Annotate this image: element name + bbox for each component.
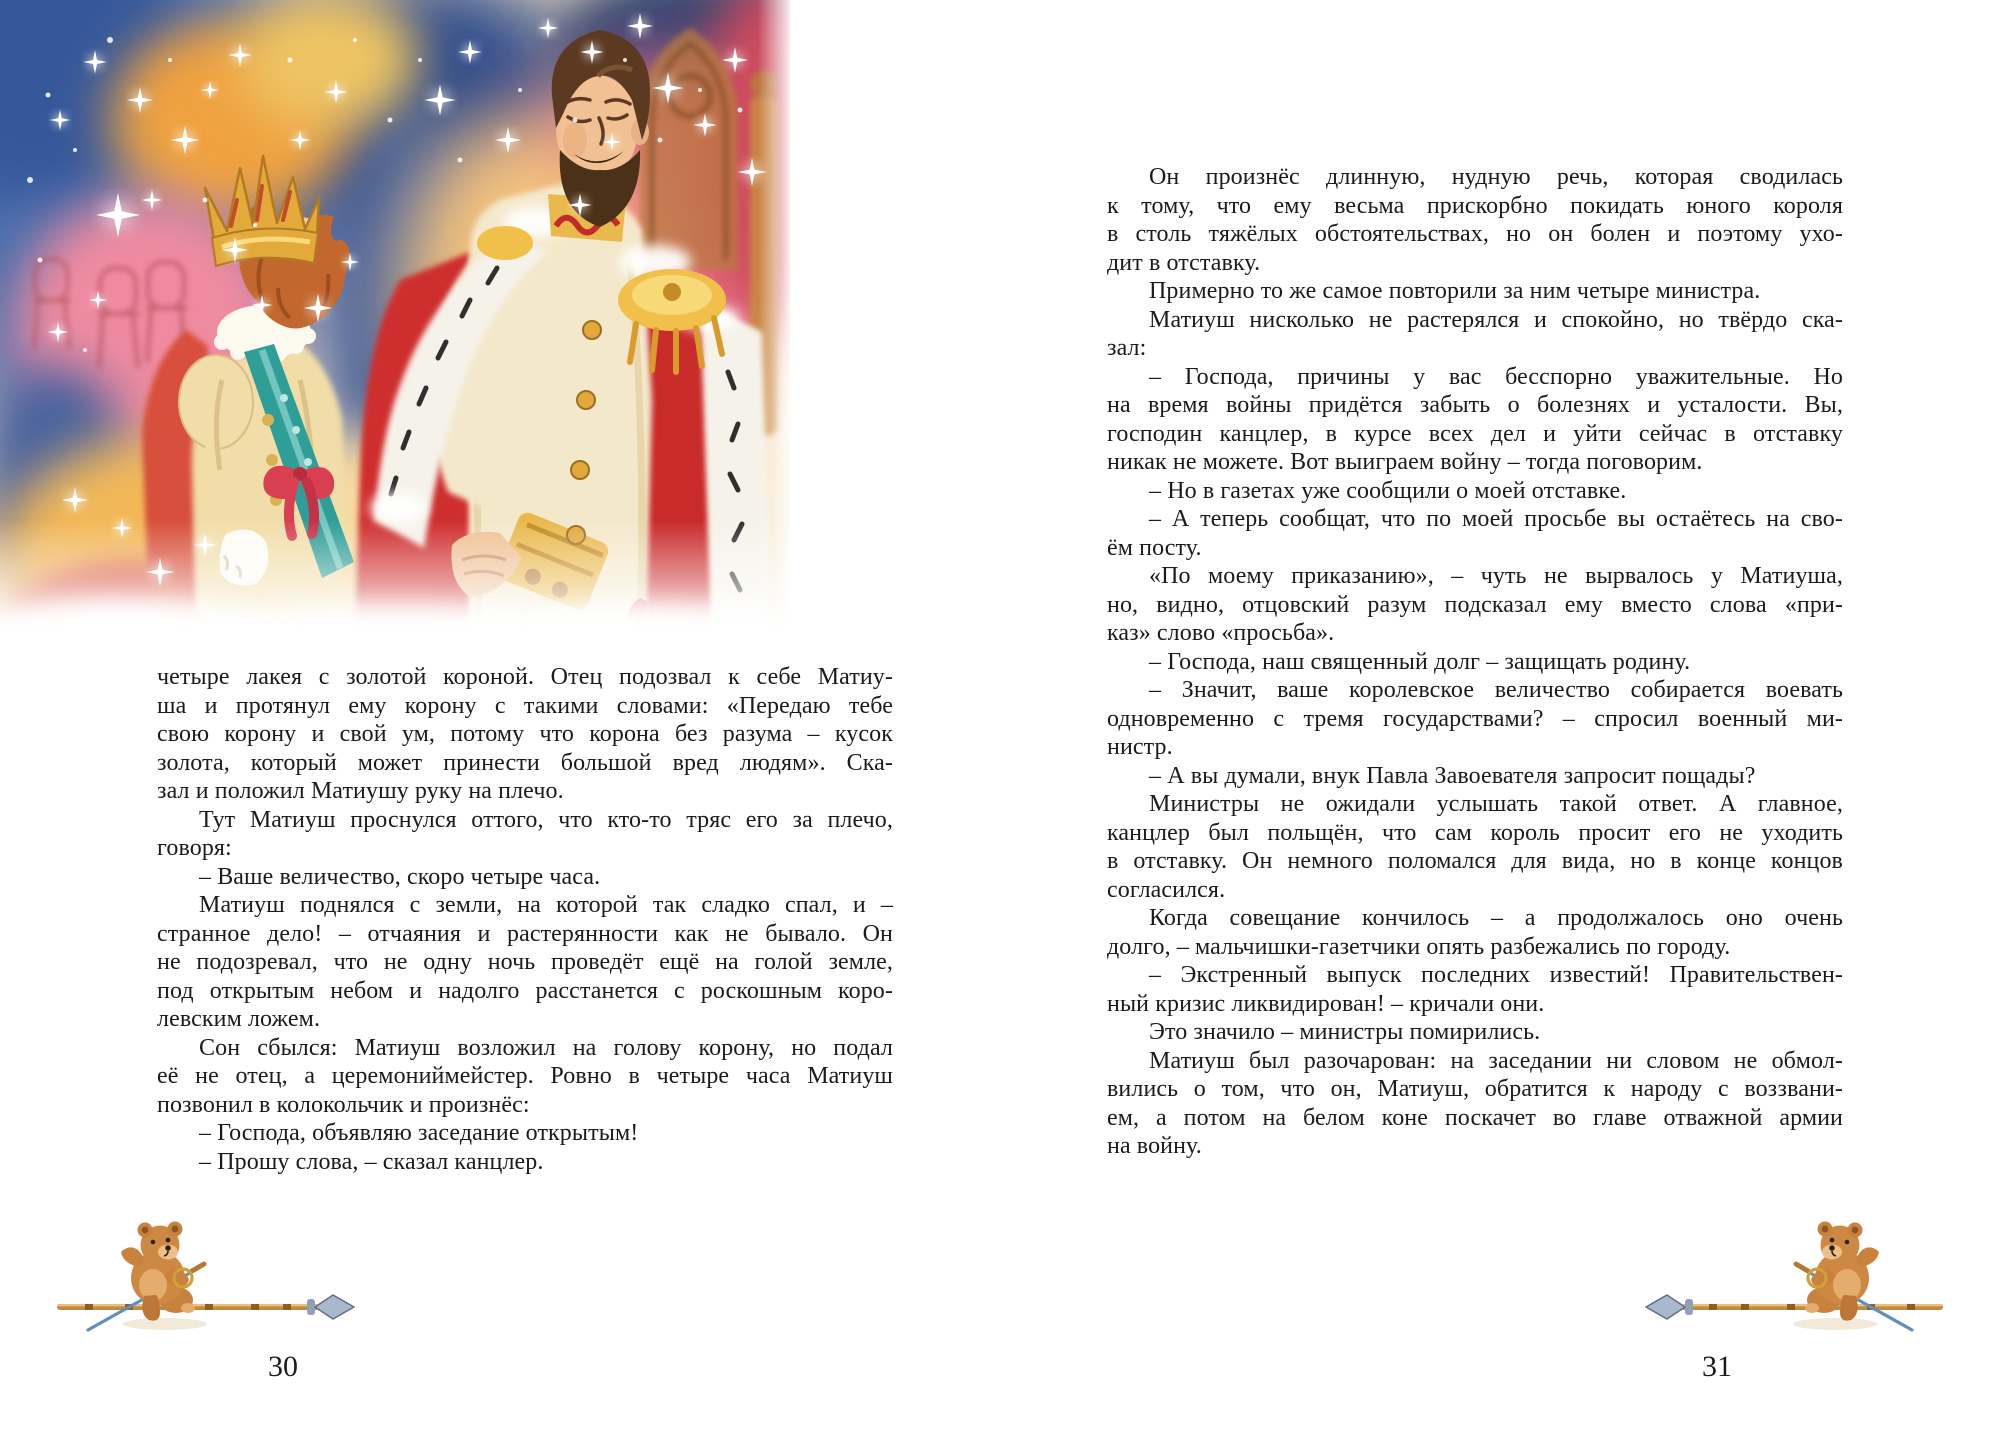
text-line: каз» слово «просьба». [1107, 620, 1335, 646]
text-line: свою корону и свой ум, потому что корона без разума – кусок [157, 721, 893, 747]
text-line: в столь тяжёлых обстоятельствах, но он болен и поэтому ухо- [1107, 221, 1843, 247]
text-line: но, видно, отцовский разум подсказал ему вместо слова «при- [1107, 591, 1843, 618]
right-page-text [1107, 163, 1843, 1161]
teddy-bear-ornament-left [55, 1212, 355, 1337]
text-line: Он произнёс длинную, нудную речь, которая сводилась [1149, 164, 1843, 190]
page-number-right: 31 [1702, 1350, 1732, 1383]
text-line: говоря: [157, 835, 232, 861]
text-line: одновременно с тремя государствами? – спросил военный ми- [1107, 705, 1843, 732]
text-line: Когда совещание кончилось – а продолжалось оно очень [1149, 905, 1843, 931]
text-line: канцлер был польщён, что сам король просит его не уходить [1107, 819, 1843, 846]
illustration-watercolor [0, 0, 790, 640]
text-line: на время войны придётся забыть о болезнях и усталости. Вы, [1107, 392, 1843, 418]
text-line: Министры не ожидали услышать такой ответ. А главное, [1149, 791, 1843, 817]
text-line: Примерно то же самое повторили за ним четыре министра. [1149, 278, 1761, 304]
text-line: позвонил в колокольчик и произнёс: [157, 1091, 530, 1118]
text-line: долго, – мальчишки-газетчики опять разбежались по городу. [1107, 933, 1731, 960]
text-line: – Значит, ваше королевское величество собирается воевать [1149, 677, 1843, 703]
text-line: Матиуш поднялся с земли, на которой так сладко спал, и – [199, 892, 893, 918]
text-line: ем, а потом на белом коне поскачет во главе отважной армии [1107, 1104, 1843, 1131]
text-line: Сон сбылся: Матиуш возложил на голову корону, но подал [199, 1034, 893, 1061]
text-line: – Экстренный выпуск последних известий! Правительствен- [1149, 962, 1843, 988]
text-line: под открытым небом и надолго расстанется с роскошным коро- [157, 977, 893, 1004]
text-line: – А теперь сообщат, что по моей просьбе вы остаётесь на сво- [1149, 506, 1843, 532]
text-line: Тут Матиуш проснулся оттого, что кто-то тряс его за плечо, [199, 806, 893, 833]
text-line: Матиуш нисколько не растерялся и спокойно, но твёрдо ска- [1149, 306, 1843, 333]
text-line: ный кризис ликвидирован! – кричали они. [1107, 990, 1545, 1017]
text-line: – Господа, причины у вас бесспорно уважительные. Но [1149, 363, 1843, 390]
text-line: к тому, что ему весьма прискорбно покидать юного короля [1107, 192, 1843, 219]
text-line: не подозревал, что не одну ночь проведёт ещё на голой земле, [157, 949, 893, 975]
page-number-left: 30 [268, 1350, 298, 1383]
text-line: никак не можете. Вот выиграем войну – тогда поговорим. [1107, 449, 1703, 475]
text-line: Матиуш был разочарован: на заседании ни словом не обмол- [1149, 1047, 1843, 1074]
text-line: вились о том, что он, Матиуш, обратится к народу с воззвани- [1107, 1076, 1843, 1102]
text-line: «По моему приказанию», – чуть не вырвалось у Матиуша, [1149, 563, 1843, 589]
left-page-text [157, 663, 893, 1176]
text-line: – Прошу слова, – сказал канцлер. [199, 1148, 544, 1175]
text-line: на войну. [1107, 1133, 1202, 1159]
page-right [1000, 0, 2000, 1441]
text-line: – Но в газетах уже сообщили о моей отставке. [1149, 477, 1627, 504]
teddy-bear-ornament-right [1645, 1212, 1945, 1337]
text-line: зал и положил Матиушу руку на плечо. [157, 778, 564, 804]
text-line: ём посту. [1107, 534, 1202, 561]
text-line: – Господа, объявляю заседание открытым! [199, 1120, 639, 1146]
text-line: – Господа, наш священный долг – защищать родину. [1149, 648, 1691, 675]
text-line: четыре лакея с золотой короной. Отец подозвал к себе Матиу- [157, 664, 893, 690]
text-line: – А вы думали, внук Павла Завоевателя запросит пощады? [1149, 762, 1756, 789]
text-line: – Ваше величество, скоро четыре часа. [199, 863, 601, 890]
text-line: в отставку. Он немного поломался для вида, но в конце концов [1107, 848, 1843, 874]
text-line: странное дело! – отчаяния и растерянности как не бывало. Он [157, 920, 893, 947]
text-line: Это значило – министры помирились. [1149, 1019, 1541, 1045]
text-line: ша и протянул ему корону с такими словами: «Передаю тебе [157, 692, 893, 719]
text-line: нистр. [1107, 734, 1173, 760]
text-line: зал: [1107, 335, 1147, 361]
text-line: левским ложем. [157, 1006, 321, 1032]
text-line: господин канцлер, в курсе всех дел и уйти сейчас в отставку [1107, 420, 1843, 447]
text-line: дит в отставку. [1107, 249, 1261, 276]
text-line: согласился. [1107, 876, 1226, 903]
text-line: её не отец, а церемониймейстер. Ровно в четыре часа Матиуш [157, 1063, 893, 1089]
text-line: золота, который может принести большой вред людям». Ска- [157, 749, 893, 776]
